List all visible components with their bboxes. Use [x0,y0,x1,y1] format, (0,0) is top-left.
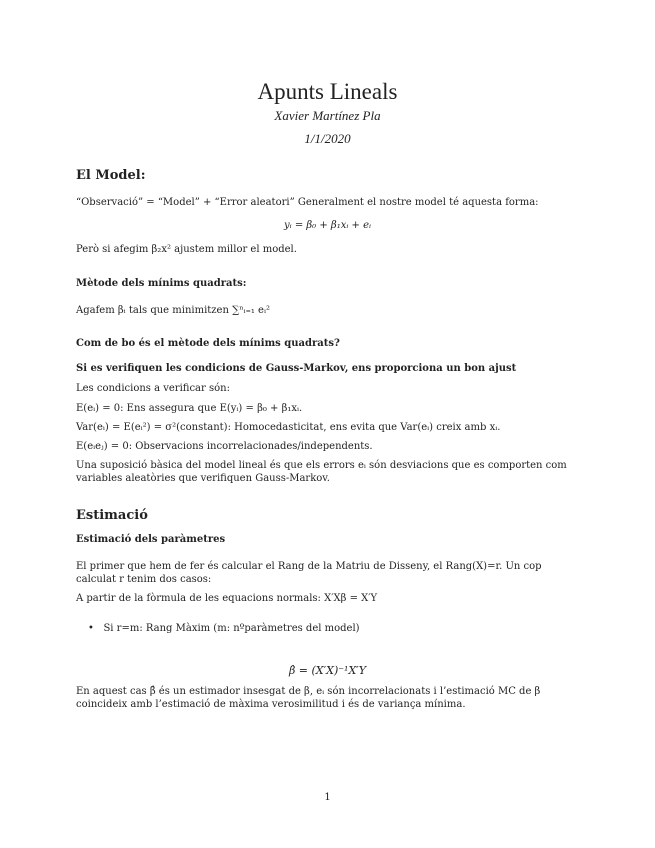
section-heading-quality: Com de bo és el mètode dels mínims quadrats? [76,338,340,349]
estimation-paragraph-3: En aquest cas β̂ és un estimador insesgat de β, eᵢ són incorrelacionats i l’estimació MC de β coincideix amb l’estimació de màxima verosimilitud i és de variança mínima. [76,686,541,710]
estimation-paragraph-1: El primer que hem de fer és calcular el Rang de la Matriu de Disseny, el Rang(X)=r. Un cop calculat r tenim dos casos: [76,561,542,585]
conditions-intro: Les condicions a verificar són: [76,383,230,394]
condition-2: Var(eᵢ) = E(eᵢ²) = σ²(constant): Homocedasticitat, ens evita que Var(eᵢ) creix amb xᵢ. [76,422,501,433]
page-number: 1 [324,792,331,803]
condition-1: E(eᵢ) = 0: Ens assegura que E(yᵢ) = β₀ + β₁xᵢ. [76,403,303,414]
model-equation: yᵢ = β₀ + β₁xᵢ + eᵢ [283,220,372,231]
section-heading-estimation: Estimació [76,508,148,523]
document-title: Apunts Lineals [257,79,398,104]
bullet-text: Si r=m: Rang Màxim (m: nºparàmetres del model) [103,623,360,634]
model-note: Però si afegim β₂x² ajustem millor el model. [76,244,297,255]
document-date: 1/1/2020 [304,131,351,146]
gauss-markov-summary: Una suposició bàsica del model lineal és que els errors eᵢ són desviacions que es comporten com variables aleatòries que verifiquen Gauss-Markov. [76,460,567,484]
section-heading-mmq: Mètode dels mínims quadrats: [76,278,247,289]
mmq-text: Agafem βᵢ tals que minimitzen ∑ⁿᵢ₌₁ eᵢ² [76,305,270,316]
quality-subheading: Si es verifiquen les condicions de Gauss-Markov, ens proporciona un bon ajust [76,363,517,374]
estimation-paragraph-2: A partir de la fòrmula de les equacions normals: X′Xβ = X′Y [76,593,378,604]
document-author: Xavier Martínez Pla [274,108,381,123]
condition-3: E(eᵢeⱼ) = 0: Observacions incorrelacionades/independents. [76,441,373,452]
model-intro: “Observació” = “Model” + “Error aleatori” Generalment el nostre model té aquesta forma: [76,197,539,208]
bullet-item [88,623,360,634]
estimation-subheading: Estimació dels paràmetres [76,534,226,545]
section-heading-model: El Model: [76,168,146,183]
estimator-equation: β̂ = (X′X)⁻¹X′Y [288,664,367,677]
bullet-dot: • [88,623,94,634]
